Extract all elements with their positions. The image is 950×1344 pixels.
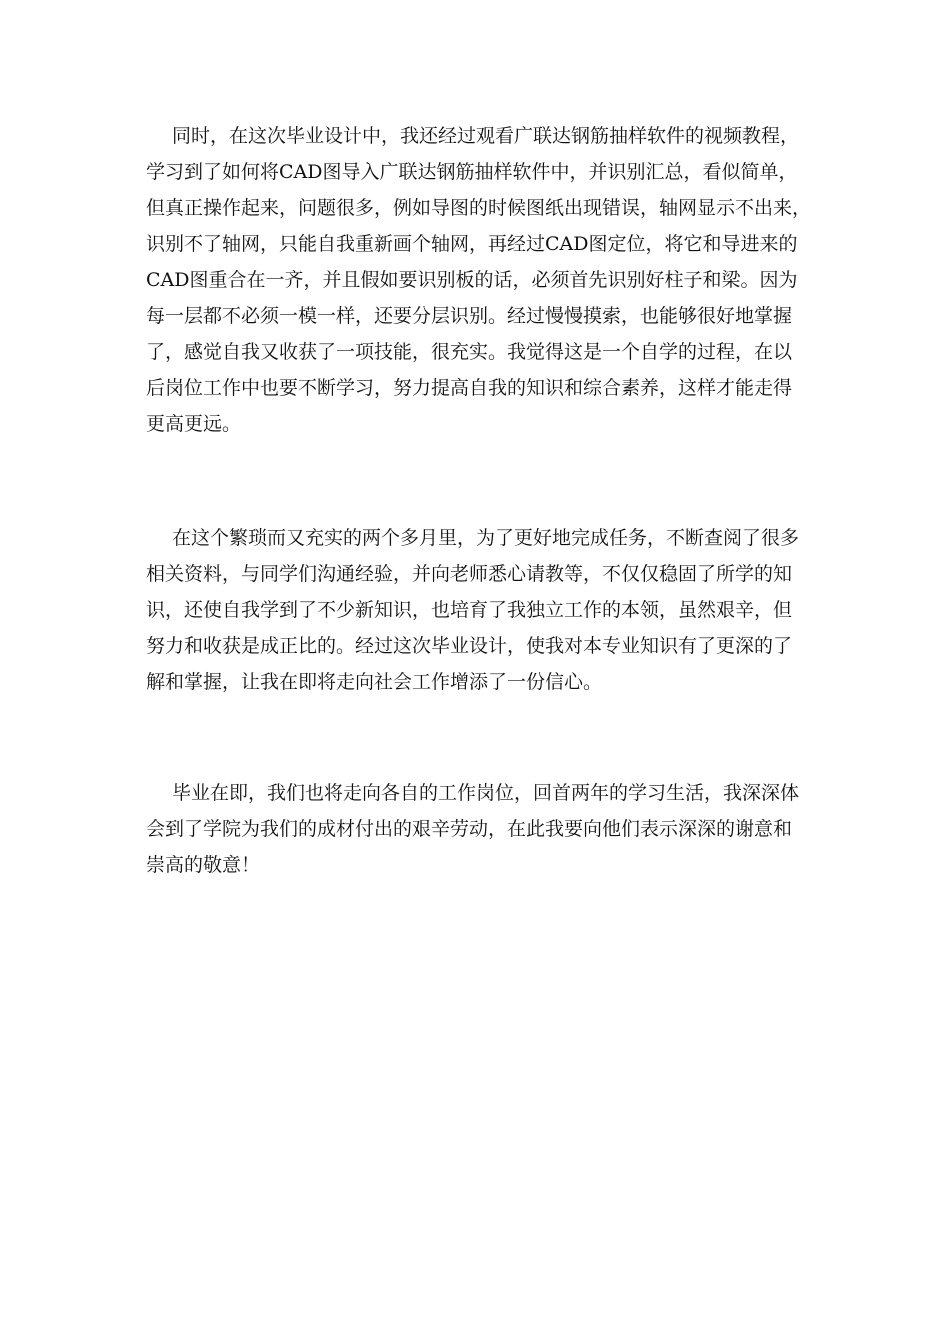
paragraph-1-line-2: 学习到了如何将CAD图导入广联达钢筋抽样软件中，并识别汇总，看似简单， xyxy=(146,161,798,183)
paragraph-1-line-1: 同时，在这次毕业设计中，我还经过观看广联达钢筋抽样软件的视频教程， xyxy=(172,125,800,147)
paragraph-1-line-9: 更高更远。 xyxy=(146,413,242,435)
paragraph-1-line-8: 后岗位工作中也要不断学习，努力提高自我的知识和综合素养，这样才能走得 xyxy=(146,377,793,399)
paragraph-2-line-1: 在这个繁琐而又充实的两个多月里，为了更好地完成任务，不断查阅了很多 xyxy=(172,527,800,549)
paragraph-2-line-4: 努力和收获是成正比的。经过这次毕业设计，使我对本专业知识有了更深的了 xyxy=(146,635,793,657)
paragraph-1-line-4: 识别不了轴网，只能自我重新画个轴网，再经过CAD图定位，将它和导进来的 xyxy=(146,233,798,255)
paragraph-1-line-6: 每一层都不必须一模一样，还要分层识别。经过慢慢摸索，也能够很好地掌握 xyxy=(146,305,793,327)
paragraph-1-line-3: 但真正操作起来，问题很多，例如导图的时候图纸出现错误，轴网显示不出来， xyxy=(146,197,812,219)
paragraph-1-line-7: 了，感觉自我又收获了一项技能，很充实。我觉得这是一个自学的过程，在以 xyxy=(146,341,793,363)
paragraph-2-line-5: 解和掌握，让我在即将走向社会工作增添了一份信心。 xyxy=(146,671,603,693)
paragraph-3-line-2: 会到了学院为我们的成材付出的艰辛劳动，在此我要向他们表示深深的谢意和 xyxy=(146,818,793,840)
paragraph-1-line-5: CAD图重合在一齐，并且假如要识别板的话，必须首先识别好柱子和梁。因为 xyxy=(146,269,798,291)
paragraph-3-line-1: 毕业在即，我们也将走向各自的工作岗位，回首两年的学习生活，我深深体 xyxy=(172,782,800,804)
paragraph-2-line-3: 识，还使自我学到了不少新知识，也培育了我独立工作的本领，虽然艰辛，但 xyxy=(146,599,793,621)
paragraph-3-line-3: 崇高的敬意！ xyxy=(146,854,261,876)
paragraph-2-line-2: 相关资料，与同学们沟通经验，并向老师悉心请教等，不仅仅稳固了所学的知 xyxy=(146,563,793,585)
